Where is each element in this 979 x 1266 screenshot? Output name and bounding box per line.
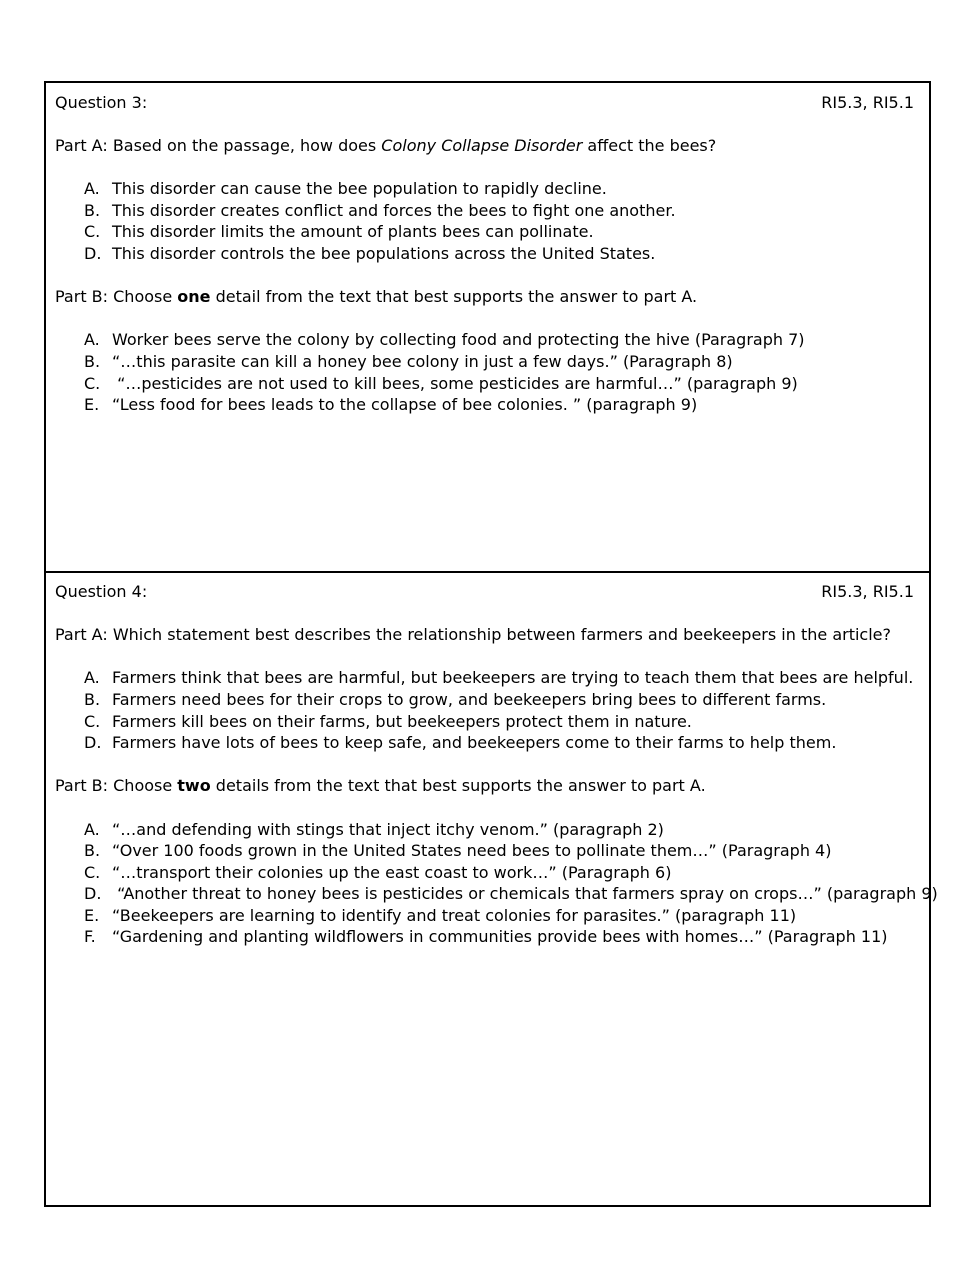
question-4-standards: RI5.3, RI5.1: [821, 582, 914, 601]
question-3-part-a-prompt: Part A: Based on the passage, how does Colony Collapse Disorder affect the bees?: [55, 136, 717, 155]
question-3-part-b-prompt: Part B: Choose one detail from the text that best supports the answer to part A.: [55, 287, 698, 306]
question-3-standards: RI5.3, RI5.1: [821, 93, 914, 112]
question-4-part-b-option[interactable]: B. “Over 100 foods grown in the United States need bees to pollinate them…” (Paragraph 4): [84, 841, 832, 860]
question-4-part-b-option[interactable]: E. “Beekeepers are learning to identify and treat colonies for parasites.” (paragraph 11): [84, 906, 797, 925]
question-4-part-b-option[interactable]: D. “Another threat to honey bees is pesticides or chemicals that farmers spray on crops…” (paragraph 9): [84, 884, 938, 903]
question-3-part-a-option[interactable]: B. This disorder creates conflict and forces the bees to fight one another.: [84, 201, 676, 220]
question-3-part-a-option[interactable]: D. This disorder controls the bee populations across the United States.: [84, 244, 656, 263]
question-4-part-b-prompt: Part B: Choose two details from the text that best supports the answer to part A.: [55, 776, 706, 795]
question-4-part-a-option[interactable]: B. Farmers need bees for their crops to grow, and beekeepers bring bees to different farms.: [84, 690, 827, 709]
question-3-part-b-option[interactable]: C. “…pesticides are not used to kill bees, some pesticides are harmful…” (paragraph 9): [84, 374, 798, 393]
question-3-part-b-option[interactable]: E. “Less food for bees leads to the collapse of bee colonies. ” (paragraph 9): [84, 395, 698, 414]
question-4-part-b-option[interactable]: F. “Gardening and planting wildflowers in communities provide bees with homes…” (Paragraph 11): [84, 927, 888, 946]
question-3-box: [44, 81, 931, 573]
question-3-part-a-option[interactable]: A. This disorder can cause the bee population to rapidly decline.: [84, 179, 607, 198]
question-3-part-b-option[interactable]: A. Worker bees serve the colony by collecting food and protecting the hive (Paragraph 7): [84, 330, 805, 349]
question-4-part-b-option[interactable]: A. “…and defending with stings that inject itchy venom.” (paragraph 2): [84, 820, 664, 839]
question-3-part-b-option[interactable]: B. “…this parasite can kill a honey bee colony in just a few days.” (Paragraph 8): [84, 352, 733, 371]
question-4-part-a-option[interactable]: C. Farmers kill bees on their farms, but beekeepers protect them in nature.: [84, 712, 692, 731]
question-4-part-a-prompt: Part A: Which statement best describes the relationship between farmers and beekeepers in the article?: [55, 625, 891, 644]
question-4-box: [44, 571, 938, 1207]
question-4-part-a-option[interactable]: A. Farmers think that bees are harmful, but beekeepers are trying to teach them that bees are helpful.: [84, 668, 914, 687]
question-3-part-a-option[interactable]: C. This disorder limits the amount of plants bees can pollinate.: [84, 222, 594, 241]
question-4-title: Question 4:: [55, 582, 148, 601]
question-4-part-a-option[interactable]: D. Farmers have lots of bees to keep safe, and beekeepers come to their farms to help them.: [84, 733, 837, 752]
question-3-title: Question 3:: [55, 93, 148, 112]
question-4-part-b-option[interactable]: C. “…transport their colonies up the east coast to work…” (Paragraph 6): [84, 863, 672, 882]
